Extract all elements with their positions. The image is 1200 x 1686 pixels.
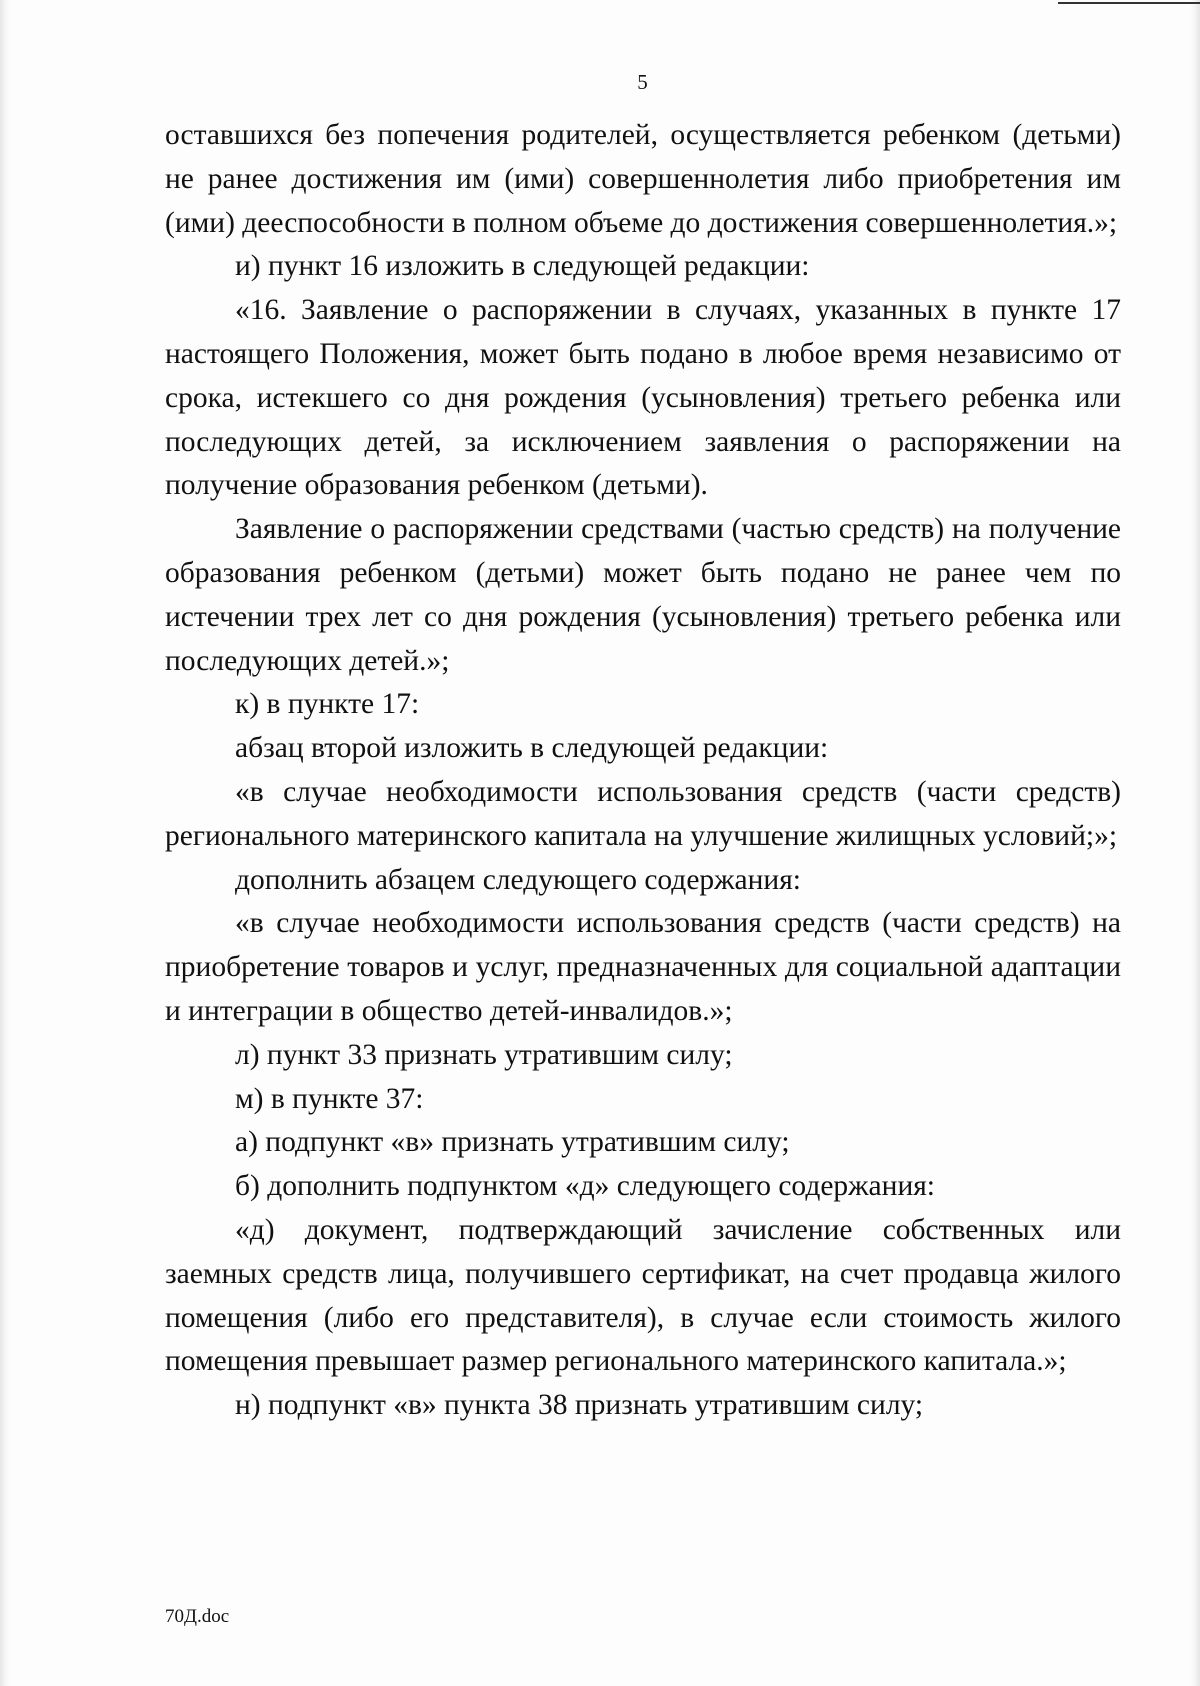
footer-filename: 70Д.doc (165, 1606, 230, 1627)
paragraph: «16. Заявление о распоряжении в случаях, указанных в пункте 17 настоящего Положения, может быть подано в любое время независимо от срока, истекшего со дня рождения (усыновления) третьего ребенка или последующих детей, за исключением заявления о распоряжении на получение образования ребенком (детьми). (165, 294, 1121, 502)
top-rule-line (1058, 2, 1200, 4)
page-number: 5 (637, 70, 648, 94)
scan-edge-left (0, 0, 10, 1686)
paragraph: и) пункт 16 изложить в следующей редакции: (235, 250, 810, 283)
paragraph: л) пункт 33 признать утратившим силу; (235, 1038, 733, 1071)
scan-edge-right (1190, 0, 1200, 1686)
paragraph: «д) документ, подтверждающий зачисление собственных или заемных средств лица, получившего сертификат, на счет продавца жилого помещения (либо его представителя), в случае если стоимость жилого помещения превышает размер регионального материнского капитала.»; (165, 1213, 1121, 1378)
paragraph: а) подпункт «в» признать утратившим силу; (235, 1126, 790, 1159)
paragraph: к) в пункте 17: (235, 688, 420, 721)
paragraph: Заявление о распоряжении средствами (частью средств) на получение образования ребенком (детьми) может быть подано не ранее чем по истечении трех лет со дня рождения (усыновления) третьего ребенка или последующих детей.»; (165, 513, 1121, 677)
paragraph: н) подпункт «в» пункта 38 признать утратившим силу; (235, 1389, 924, 1422)
paragraph: оставшихся без попечения родителей, осуществляется ребенком (детьми) не ранее достижения им (ими) совершеннолетия либо приобретения им (ими) дееспособности в полном объеме до достижения совершеннолетия.»; (165, 119, 1121, 239)
paragraph: м) в пункте 37: (235, 1082, 424, 1115)
paragraph: «в случае необходимости использования средств (части средств) на приобретение товаров и услуг, предназначенных для социальной адаптации и интеграции в общество детей-инвалидов.»; (165, 907, 1121, 1027)
paragraph: б) дополнить подпунктом «д» следующего содержания: (235, 1170, 935, 1203)
paragraph: дополнить абзацем следующего содержания: (235, 863, 801, 896)
paragraph: абзац второй изложить в следующей редакции: (235, 732, 829, 765)
paragraph: «в случае необходимости использования средств (части средств) регионального материнского капитала на улучшение жилищных условий;»; (165, 775, 1121, 852)
document-body (165, 114, 1121, 1428)
